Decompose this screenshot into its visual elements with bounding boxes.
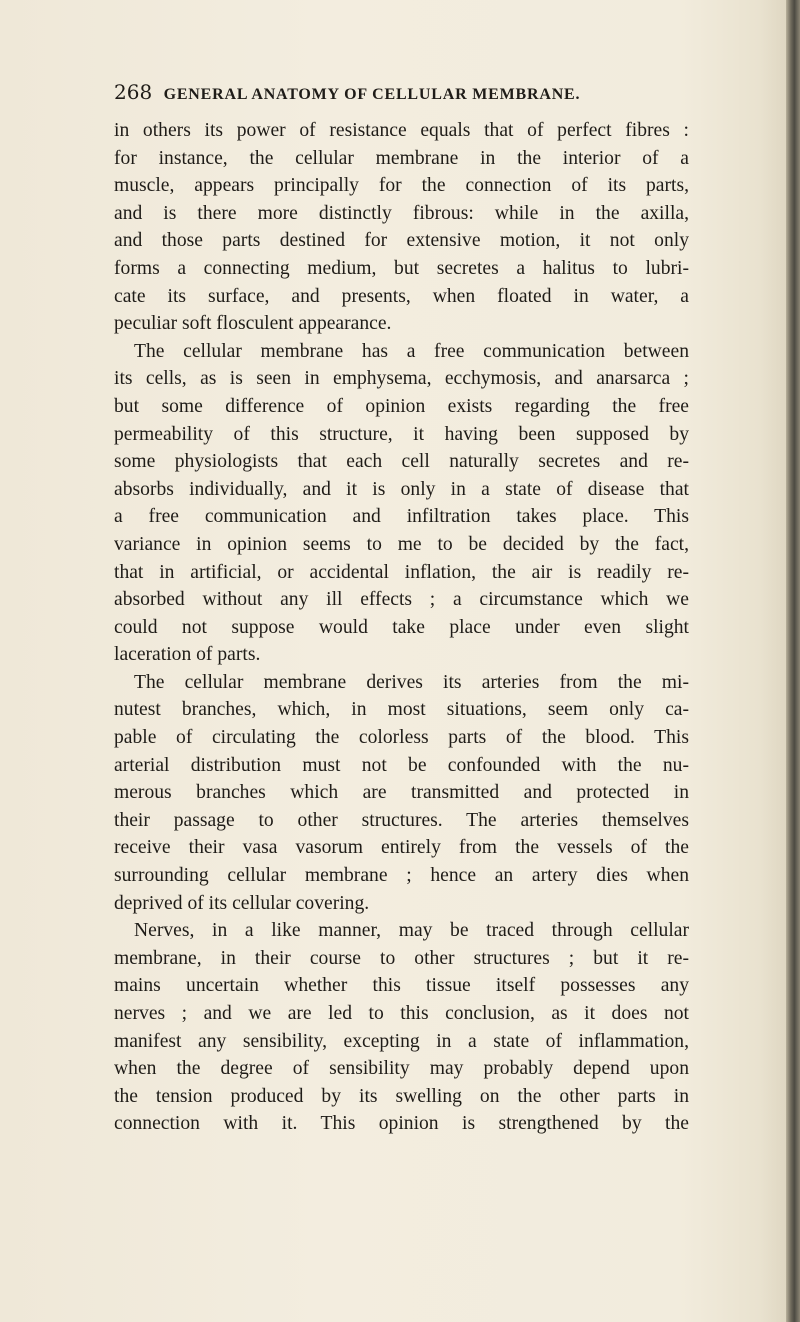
text-line: and those parts destined for extensive motion, it not only [114,230,689,252]
text-line: The cellular membrane derives its arteries from the mi- [134,671,689,693]
text-line: cate its surface, and presents, when floated in water, a [114,285,689,307]
text-line: nutest branches, which, in most situations, seem only ca- [114,699,689,721]
text-line: membrane, in their course to other structures ; but it re- [114,947,689,969]
text-line: in others its power of resistance equals that of perfect fibres : [114,120,689,141]
text-line: mains uncertain whether this tissue itself possesses any [114,975,689,997]
text-line: muscle, appears principally for the connection of its parts, [114,175,689,197]
text-line: connection with it. This opinion is strengthened by the [114,1113,689,1135]
text-line: absorbed without any ill effects ; a circumstance which we [114,589,689,611]
text-line: some physiologists that each cell naturally secretes and re- [114,451,689,473]
text-line: receive their vasa vasorum entirely from the vessels of the [114,837,689,859]
text-line: that in artificial, or accidental inflation, the air is readily re- [114,561,689,583]
page-number: 268 [114,80,153,104]
text-line: The cellular membrane has a free communication between [134,340,689,362]
text-line: their passage to other structures. The arteries themselves [114,809,689,831]
text-line: could not suppose would take place under even slight [114,616,689,638]
text-line: surrounding cellular membrane ; hence an artery dies when [114,865,689,887]
text-line: Nerves, in a like manner, may be traced through cellular [134,920,689,942]
text-line: and is there more distinctly fibrous: while in the axilla, [114,202,689,224]
text-line: when the degree of sensibility may probably depend upon [114,1058,689,1080]
text-line: permeability of this structure, it having been supposed by [114,423,689,445]
text-line: variance in opinion seems to me to be decided by the fact, [114,533,689,555]
text-line: peculiar soft flosculent appearance. [114,313,392,335]
page-edge-shadow [786,0,800,1322]
text-line: forms a connecting medium, but secretes a halitus to lubri- [114,257,689,279]
text-line: absorbs individually, and it is only in a state of disease that [114,478,689,500]
text-line: pable of circulating the colorless parts of the blood. This [114,727,689,749]
text-line: deprived of its cellular covering. [114,892,370,914]
text-line: for instance, the cellular membrane in the interior of a [114,147,689,169]
text-line: manifest any sensibility, excepting in a state of inflammation, [114,1030,689,1052]
text-line: nerves ; and we are led to this conclusion, as it does not [114,1003,689,1024]
text-line: arterial distribution must not be confounded with the nu- [114,754,689,776]
page-header [114,80,674,114]
text-line: a free communication and infiltration takes place. This [114,506,689,528]
text-line: but some difference of opinion exists regarding the free [114,395,689,417]
running-title: GENERAL ANATOMY OF CELLULAR MEMBRANE. [163,86,581,103]
body-text [114,117,689,1138]
text-line: merous branches which are transmitted and protected in [114,782,689,804]
text-line: the tension produced by its swelling on the other parts in [114,1085,689,1107]
text-line: its cells, as is seen in emphysema, ecchymosis, and anarsarca ; [114,368,689,390]
text-line: laceration of parts. [114,644,261,666]
